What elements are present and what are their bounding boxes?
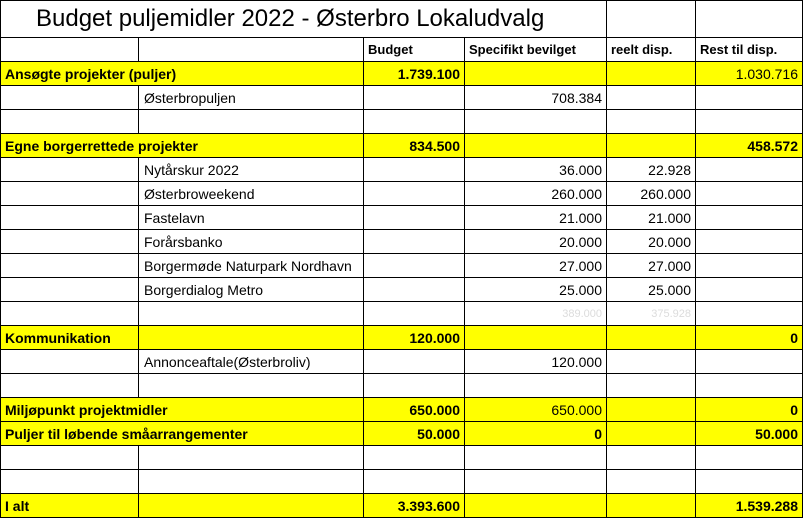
- cell[interactable]: [364, 230, 465, 254]
- cell[interactable]: [1, 158, 139, 182]
- empty-row: [1, 470, 803, 494]
- cell[interactable]: [364, 350, 465, 374]
- project-label[interactable]: Borgermøde Naturpark Nordhavn: [139, 254, 364, 278]
- cell[interactable]: [1, 38, 139, 62]
- row-miljo: [1, 398, 803, 422]
- cell[interactable]: [1, 278, 139, 302]
- cell[interactable]: [696, 470, 803, 494]
- cell[interactable]: [1, 470, 139, 494]
- budget-egne[interactable]: 834.500: [364, 134, 465, 158]
- cell[interactable]: [607, 326, 696, 350]
- specifikt-osterbropuljen[interactable]: 708.384: [465, 86, 607, 110]
- project-specifikt[interactable]: 27.000: [465, 254, 607, 278]
- cell[interactable]: [364, 206, 465, 230]
- rest-puljer[interactable]: 50.000: [696, 422, 803, 446]
- faint-specifikt-subtotal[interactable]: 389.000: [465, 302, 607, 326]
- rest-miljo[interactable]: 0: [696, 398, 803, 422]
- header-row: [1, 38, 803, 62]
- project-specifikt[interactable]: 36.000: [465, 158, 607, 182]
- cell[interactable]: [696, 230, 803, 254]
- cell[interactable]: [364, 158, 465, 182]
- empty-row: [1, 110, 803, 134]
- cell[interactable]: [1, 230, 139, 254]
- project-reelt[interactable]: 260.000: [607, 182, 696, 206]
- cell[interactable]: [607, 134, 696, 158]
- cell[interactable]: [139, 110, 364, 134]
- cell[interactable]: [364, 446, 465, 470]
- header-rest[interactable]: Rest til disp.: [696, 38, 803, 62]
- cell[interactable]: [465, 446, 607, 470]
- label-miljo[interactable]: Miljøpunkt projektmidler: [1, 398, 364, 422]
- cell[interactable]: [607, 446, 696, 470]
- cell[interactable]: [696, 278, 803, 302]
- budget-kommunikation[interactable]: 120.000: [364, 326, 465, 350]
- cell[interactable]: [696, 158, 803, 182]
- cell[interactable]: [696, 302, 803, 326]
- cell[interactable]: [364, 374, 465, 398]
- cell[interactable]: [465, 110, 607, 134]
- cell[interactable]: [607, 470, 696, 494]
- cell[interactable]: [139, 470, 364, 494]
- cell[interactable]: [139, 38, 364, 62]
- row-osterbropuljen: [1, 86, 803, 110]
- cell[interactable]: [607, 398, 696, 422]
- project-label[interactable]: Borgerdialog Metro: [139, 278, 364, 302]
- cell[interactable]: [364, 110, 465, 134]
- cell[interactable]: [139, 494, 364, 518]
- row-total: [1, 494, 803, 518]
- empty-row: [1, 374, 803, 398]
- cell[interactable]: [364, 302, 465, 326]
- cell[interactable]: [607, 374, 696, 398]
- project-reelt[interactable]: 25.000: [607, 278, 696, 302]
- project-reelt[interactable]: 20.000: [607, 230, 696, 254]
- budget-miljo[interactable]: 650.000: [364, 398, 465, 422]
- header-reelt[interactable]: reelt disp.: [607, 38, 696, 62]
- row-project: [1, 254, 803, 278]
- cell[interactable]: [607, 422, 696, 446]
- project-label[interactable]: Fastelavn: [139, 206, 364, 230]
- budget-ansogte[interactable]: 1.739.100: [364, 62, 465, 86]
- cell[interactable]: [139, 326, 364, 350]
- project-specifikt[interactable]: 21.000: [465, 206, 607, 230]
- cell[interactable]: [465, 62, 607, 86]
- cell[interactable]: [696, 350, 803, 374]
- label-ansogte[interactable]: Ansøgte projekter (puljer): [1, 62, 364, 86]
- rest-kommunikation[interactable]: 0: [696, 326, 803, 350]
- project-label[interactable]: Nytårskur 2022: [139, 158, 364, 182]
- cell[interactable]: [607, 494, 696, 518]
- specifikt-puljer[interactable]: 0: [465, 422, 607, 446]
- cell[interactable]: [1, 206, 139, 230]
- row-project: [1, 182, 803, 206]
- cell[interactable]: [1, 374, 139, 398]
- row-project: [1, 158, 803, 182]
- cell[interactable]: [607, 86, 696, 110]
- title-row: [1, 1, 803, 38]
- cell[interactable]: [696, 446, 803, 470]
- cell[interactable]: [364, 278, 465, 302]
- cell[interactable]: [696, 374, 803, 398]
- rest-ansogte[interactable]: 1.030.716: [696, 62, 803, 86]
- cell[interactable]: [696, 206, 803, 230]
- label-total[interactable]: I alt: [1, 494, 139, 518]
- cell[interactable]: [465, 134, 607, 158]
- cell[interactable]: [465, 326, 607, 350]
- cell[interactable]: [696, 254, 803, 278]
- rest-egne[interactable]: 458.572: [696, 134, 803, 158]
- specifikt-miljo[interactable]: 650.000: [465, 398, 607, 422]
- label-annonce[interactable]: Annonceaftale(Østerbroliv): [139, 350, 364, 374]
- row-annonce: [1, 350, 803, 374]
- cell[interactable]: [364, 470, 465, 494]
- cell[interactable]: [465, 374, 607, 398]
- cell[interactable]: [465, 470, 607, 494]
- label-egne[interactable]: Egne borgerrettede projekter: [1, 134, 364, 158]
- project-specifikt[interactable]: 25.000: [465, 278, 607, 302]
- project-reelt[interactable]: 21.000: [607, 206, 696, 230]
- project-label[interactable]: Østerbroweekend: [139, 182, 364, 206]
- cell[interactable]: [696, 182, 803, 206]
- row-project: [1, 278, 803, 302]
- row-puljer: [1, 422, 803, 446]
- row-faint-subtotal: [1, 302, 803, 326]
- project-reelt[interactable]: 22.928: [607, 158, 696, 182]
- row-egne: [1, 134, 803, 158]
- cell[interactable]: [1, 350, 139, 374]
- faint-reelt-subtotal[interactable]: 375.928: [607, 302, 696, 326]
- cell[interactable]: [139, 302, 364, 326]
- header-budget[interactable]: Budget: [364, 38, 465, 62]
- cell[interactable]: [696, 110, 803, 134]
- project-specifikt[interactable]: 20.000: [465, 230, 607, 254]
- header-specifikt[interactable]: Specifikt bevilget: [465, 38, 607, 62]
- cell[interactable]: [607, 350, 696, 374]
- row-project: [1, 230, 803, 254]
- cell[interactable]: [139, 446, 364, 470]
- label-kommunikation[interactable]: Kommunikation: [1, 326, 139, 350]
- row-project: [1, 206, 803, 230]
- project-specifikt[interactable]: 260.000: [465, 182, 607, 206]
- cell[interactable]: [364, 182, 465, 206]
- specifikt-annonce[interactable]: 120.000: [465, 350, 607, 374]
- cell[interactable]: [139, 374, 364, 398]
- cell[interactable]: [607, 110, 696, 134]
- budget-total[interactable]: 3.393.600: [364, 494, 465, 518]
- cell[interactable]: [1, 254, 139, 278]
- rest-total[interactable]: 1.539.288: [696, 494, 803, 518]
- cell[interactable]: [607, 1, 696, 38]
- cell[interactable]: [364, 254, 465, 278]
- project-label[interactable]: Forårsbanko: [139, 230, 364, 254]
- cell[interactable]: [696, 1, 803, 38]
- cell[interactable]: [1, 86, 139, 110]
- row-ansogte: [1, 62, 803, 86]
- cell[interactable]: [696, 86, 803, 110]
- cell[interactable]: [1, 446, 139, 470]
- budget-puljer[interactable]: 50.000: [364, 422, 465, 446]
- label-osterbropuljen[interactable]: Østerbropuljen: [139, 86, 364, 110]
- cell[interactable]: [1, 110, 139, 134]
- label-puljer[interactable]: Puljer til løbende småarrangementer: [1, 422, 364, 446]
- cell[interactable]: [364, 86, 465, 110]
- sheet-title: Budget puljemidler 2022 - Østerbro Lokaludvalg: [1, 1, 607, 38]
- cell[interactable]: [465, 494, 607, 518]
- empty-row: [1, 446, 803, 470]
- row-kommunikation: [1, 326, 803, 350]
- cell[interactable]: [607, 62, 696, 86]
- cell[interactable]: [1, 302, 139, 326]
- project-reelt[interactable]: 27.000: [607, 254, 696, 278]
- cell[interactable]: [1, 182, 139, 206]
